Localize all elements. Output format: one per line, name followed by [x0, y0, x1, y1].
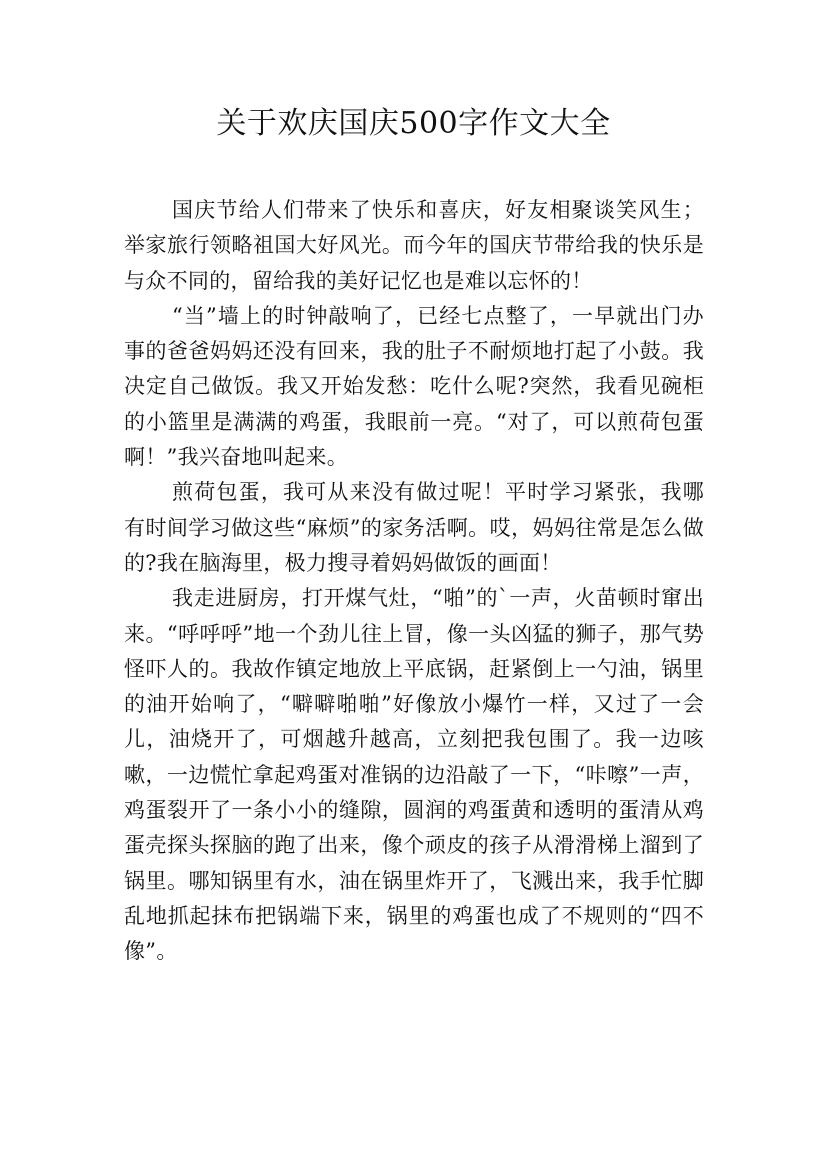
document-body — [124, 193, 704, 970]
document-title: 关于欢庆国庆500字作文大全 — [216, 106, 611, 141]
paragraph-4: 我走进厨房，打开煤气灶，“啪”的`一声，火苗顿时窜出来。“呼呼呼”地一个劲儿往上冒，像一头凶猛的狮子，那气势怪吓人的。我故作镇定地放上平底锅，赶紧倒上一勺油，锅里的油开始响了，“噼噼啪啪”好像放小爆竹一样，又过了一会儿，油烧开了，可烟越升越高，立刻把我包围了。我一边咳嗽，一边慌忙拿起鸡蛋对准锅的边沿敲了一下，“咔嚓”一声，鸡蛋裂开了一条小小的缝隙，圆润的鸡蛋黄和透明的蛋清从鸡蛋壳探头探脑的跑了出来，像个顽皮的孩子从滑滑梯上溜到了锅里。哪知锅里有水，油在锅里炸开了，飞溅出来，我手忙脚乱地抓起抹布把锅端下来，锅里的鸡蛋也成了不规则的“四不像”。 — [124, 586, 704, 964]
paragraph-3: 煎荷包蛋，我可从来没有做过呢！平时学习紧张，我哪有时间学习做这些“麻烦”的家务活啊。哎，妈妈往常是怎么做的?我在脑海里，极力搜寻着妈妈做饭的画面！ — [124, 480, 704, 575]
paragraph-1: 国庆节给人们带来了快乐和喜庆，好友相聚谈笑风生；举家旅行领略祖国大好风光。而今年的国庆节带给我的快乐是与众不同的，留给我的美好记忆也是难以忘怀的！ — [124, 198, 704, 293]
paragraph-2: “当”墙上的时钟敲响了，已经七点整了，一早就出门办事的爸爸妈妈还没有回来，我的肚子不耐烦地打起了小鼓。我决定自己做饭。我又开始发愁：吃什么呢?突然，我看见碗柜的小篮里是满满的鸡蛋，我眼前一亮。“对了，可以煎荷包蛋啊！”我兴奋地叫起来。 — [124, 303, 704, 470]
